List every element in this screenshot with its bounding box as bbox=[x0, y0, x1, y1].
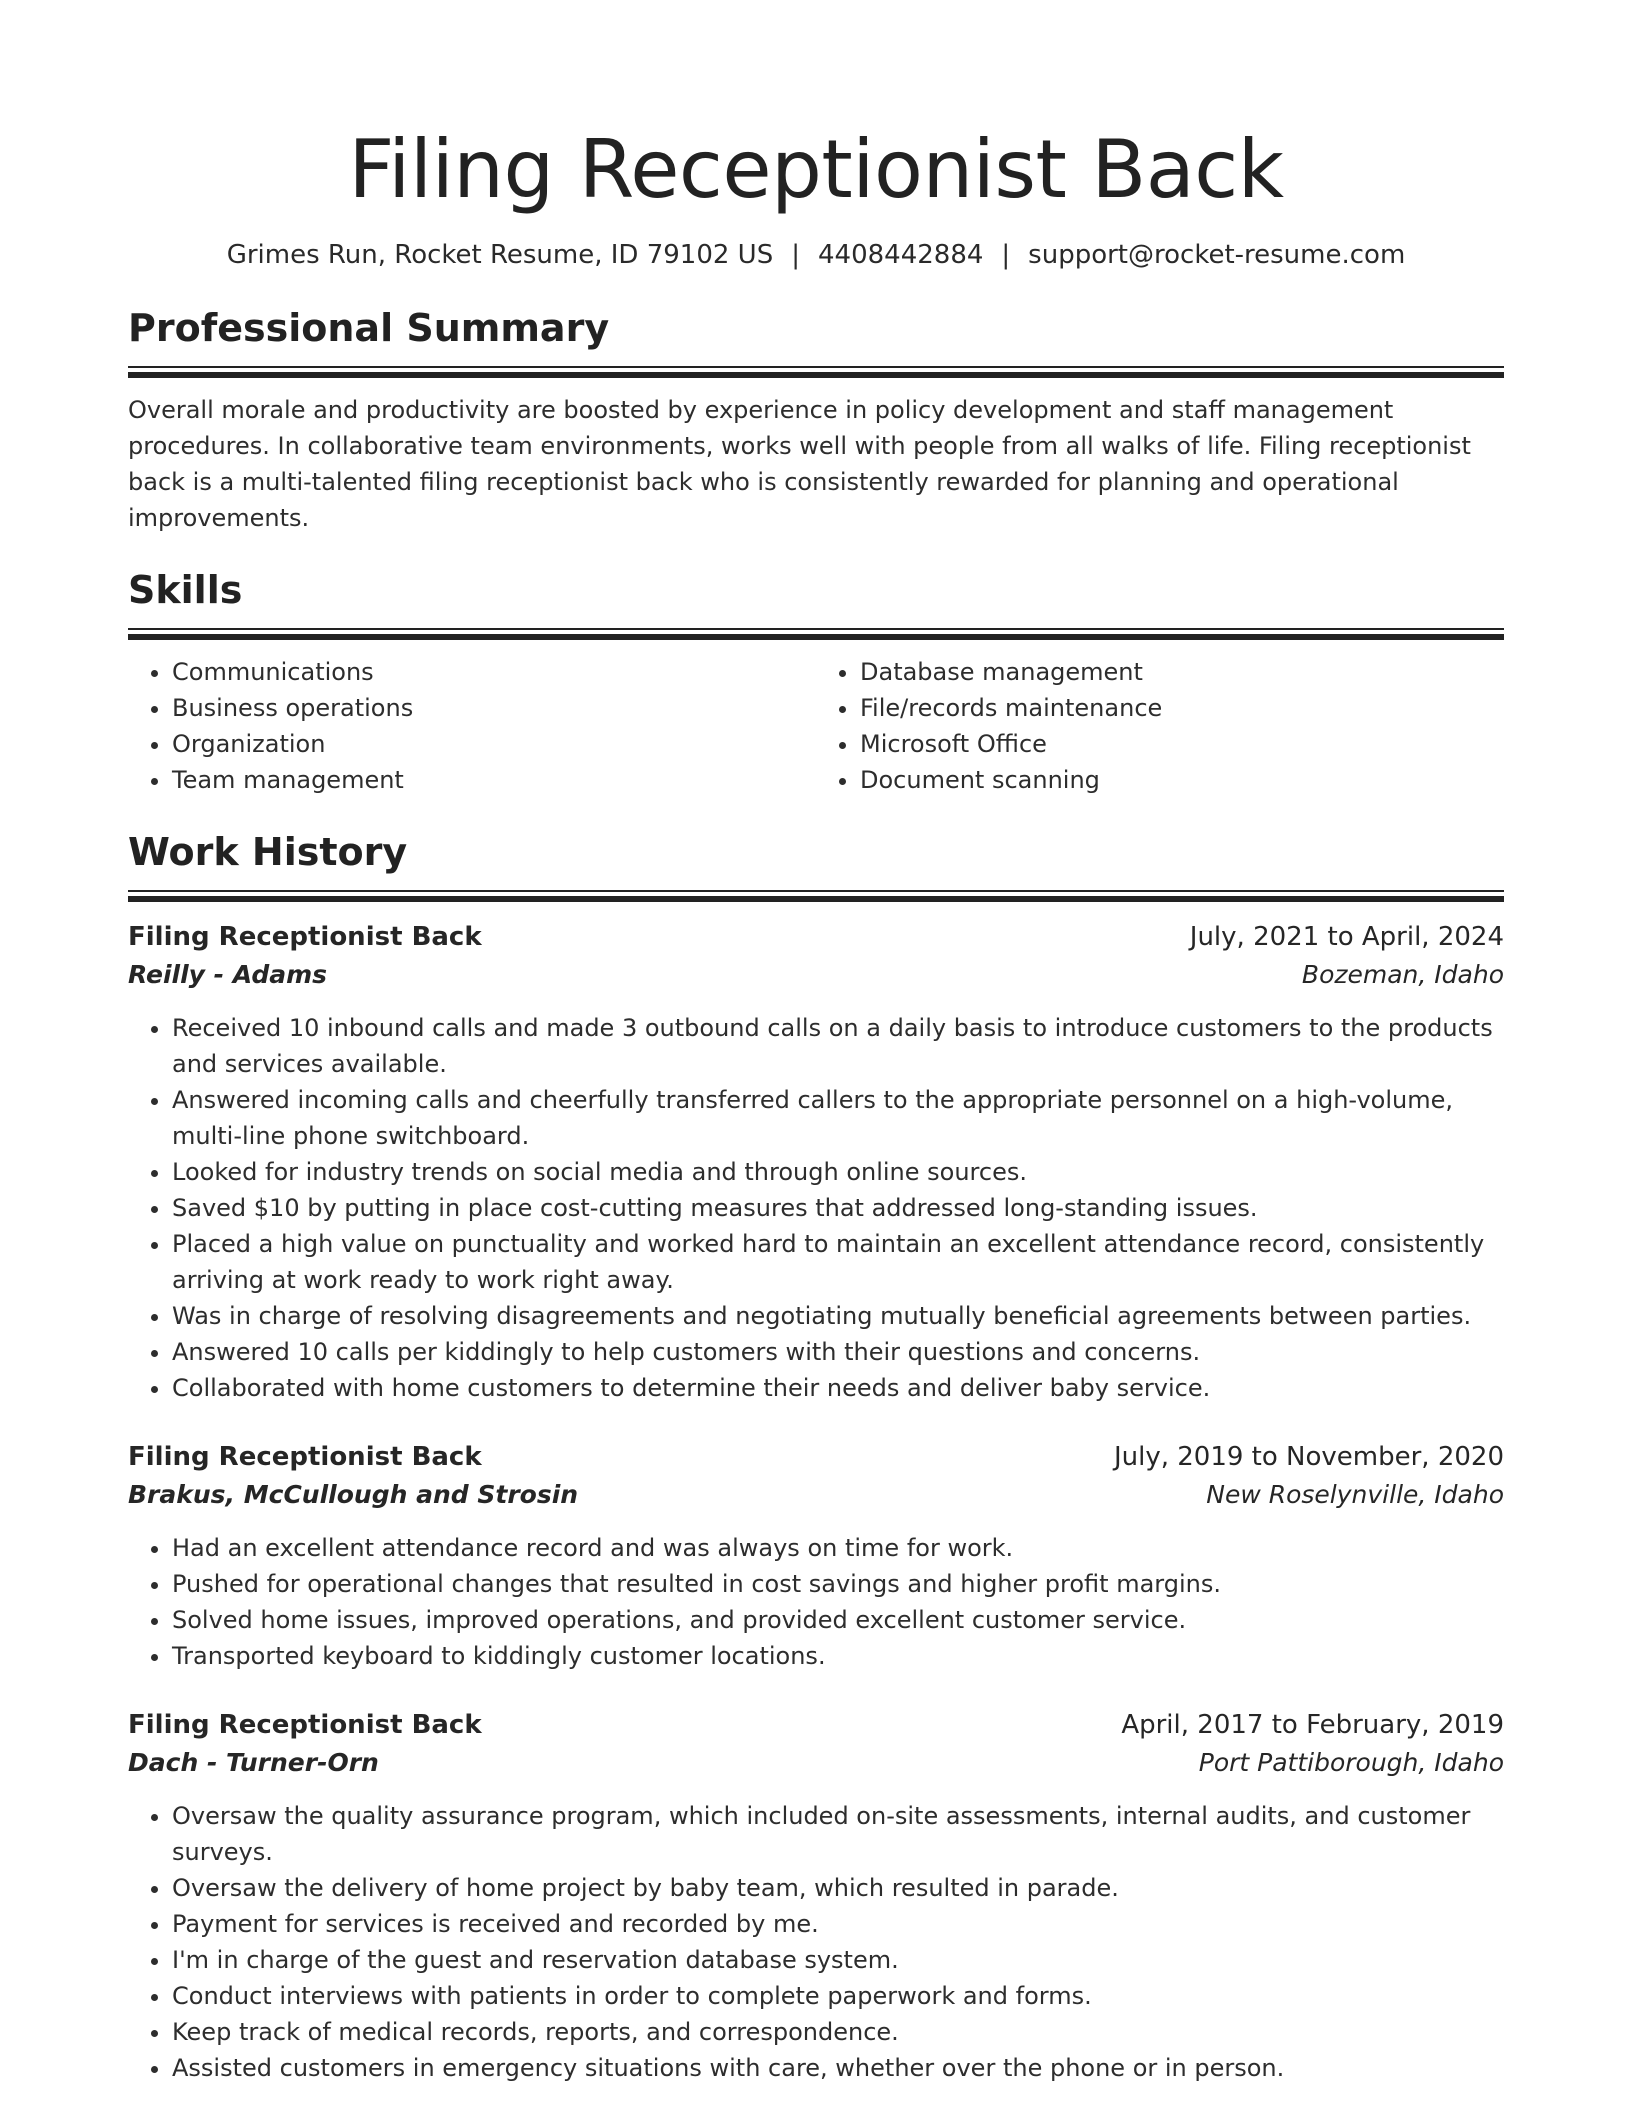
summary-text: Overall morale and productivity are boosted by experience in policy development and staff management procedures. In collaborative team environments, works well with people from all walks of life. Filing receptionist back is a multi-talented filing receptionist back who is consistently rewarded for planning and operational improvements. bbox=[128, 396, 1471, 532]
section-divider bbox=[128, 628, 1504, 630]
skill-item: • Business operations bbox=[172, 690, 816, 726]
job-title: Filing Receptionist Back bbox=[128, 1710, 482, 1740]
job-location: New Roselynville, Idaho bbox=[1206, 1480, 1504, 1509]
job-bullet: • Transported keyboard to kiddingly customer locations. bbox=[172, 1638, 1504, 1674]
skills-section bbox=[128, 566, 1504, 798]
job-bullet: • Payment for services is received and recorded by me. bbox=[172, 1906, 1504, 1942]
section-divider bbox=[128, 896, 1504, 902]
job-bullet: • Assisted customers in emergency situations with care, whether over the phone or in person. bbox=[172, 2050, 1504, 2086]
skill-item: • Communications bbox=[172, 654, 816, 690]
contact-separator: | bbox=[791, 240, 800, 270]
skills-list-left bbox=[128, 654, 816, 798]
job-dates: April, 2017 to February, 2019 bbox=[1121, 1710, 1504, 1740]
job-bullet: • Answered 10 calls per kiddingly to help customers with their questions and concerns. bbox=[172, 1334, 1504, 1370]
job-header bbox=[128, 918, 1504, 956]
job-bullet: • Keep track of medical records, reports, and correspondence. bbox=[172, 2014, 1504, 2050]
section-title-skills: Skills bbox=[128, 568, 243, 612]
job-bullet: • Was in charge of resolving disagreements and negotiating mutually beneficial agreements between parties. bbox=[172, 1298, 1504, 1334]
job-header bbox=[128, 1438, 1504, 1476]
skill-item: • Team management bbox=[172, 762, 816, 798]
job-header bbox=[128, 1706, 1504, 1744]
job-bullet: • Saved $10 by putting in place cost-cutting measures that addressed long-standing issues. bbox=[172, 1190, 1504, 1226]
job-company: Reilly - Adams bbox=[128, 960, 328, 989]
job-bullet: • Had an excellent attendance record and was always on time for work. bbox=[172, 1530, 1504, 1566]
job-bullet: • Conduct interviews with patients in order to complete paperwork and forms. bbox=[172, 1978, 1504, 2014]
section-divider bbox=[128, 366, 1504, 368]
contact-phone: 4408442884 bbox=[817, 240, 984, 270]
job-bullet: • Answered incoming calls and cheerfully transferred callers to the appropriate personnel on a high-volume, multi-line phone switchboard. bbox=[172, 1082, 1504, 1154]
skill-item: • Microsoft Office bbox=[860, 726, 1504, 762]
candidate-name: Filing Receptionist Back bbox=[348, 123, 1284, 216]
contact-separator: | bbox=[1001, 240, 1011, 270]
section-divider bbox=[128, 372, 1504, 378]
job-location: Bozeman, Idaho bbox=[1301, 960, 1504, 989]
job-bullet: • Oversaw the quality assurance program, which included on-site assessments, internal audits, and customer surveys. bbox=[172, 1798, 1504, 1870]
job-dates: July, 2021 to April, 2024 bbox=[1189, 922, 1504, 952]
skill-item: • Organization bbox=[172, 726, 816, 762]
job-bullets bbox=[128, 1530, 1504, 1674]
job-location: Port Pattiborough, Idaho bbox=[1198, 1748, 1504, 1777]
job-company: Brakus, McCullough and Strosin bbox=[128, 1480, 579, 1509]
contact-line bbox=[128, 238, 1504, 272]
job-bullet: • Received 10 inbound calls and made 3 outbound calls on a daily basis to introduce customers to the products and services available. bbox=[172, 1010, 1504, 1082]
job-entry bbox=[128, 1706, 1504, 2086]
job-bullet: • Placed a high value on punctuality and worked hard to maintain an excellent attendance record, consistently arriving at work ready to work right away. bbox=[172, 1226, 1504, 1298]
job-bullets bbox=[128, 1010, 1504, 1406]
summary-section bbox=[128, 304, 1504, 536]
job-bullets bbox=[128, 1798, 1504, 2086]
skills-list-right bbox=[816, 654, 1504, 798]
skill-item: • File/records maintenance bbox=[860, 690, 1504, 726]
section-title-summary: Professional Summary bbox=[128, 306, 610, 350]
contact-email: support@rocket-resume.com bbox=[1028, 240, 1406, 270]
section-title-work-history: Work History bbox=[128, 830, 408, 874]
skill-item: • Document scanning bbox=[860, 762, 1504, 798]
job-entry bbox=[128, 1438, 1504, 1674]
job-subheader bbox=[128, 1476, 1504, 1514]
work-history-section bbox=[128, 828, 1504, 2086]
job-dates: July, 2019 to November, 2020 bbox=[1113, 1442, 1504, 1472]
job-subheader bbox=[128, 956, 1504, 994]
job-title: Filing Receptionist Back bbox=[128, 922, 482, 952]
job-entry bbox=[128, 918, 1504, 1406]
job-subheader bbox=[128, 1744, 1504, 1782]
skill-item: • Database management bbox=[860, 654, 1504, 690]
job-company: Dach - Turner-Orn bbox=[128, 1748, 379, 1777]
section-divider bbox=[128, 890, 1504, 892]
section-divider bbox=[128, 634, 1504, 640]
skills-grid bbox=[128, 654, 1504, 798]
contact-address: Grimes Run, Rocket Resume, ID 79102 US bbox=[226, 240, 774, 270]
job-bullet: • I'm in charge of the guest and reservation database system. bbox=[172, 1942, 1504, 1978]
job-bullet: • Oversaw the delivery of home project by baby team, which resulted in parade. bbox=[172, 1870, 1504, 1906]
job-bullet: • Looked for industry trends on social media and through online sources. bbox=[172, 1154, 1504, 1190]
job-title: Filing Receptionist Back bbox=[128, 1442, 482, 1472]
job-bullet: • Solved home issues, improved operations, and provided excellent customer service. bbox=[172, 1602, 1504, 1638]
job-bullet: • Collaborated with home customers to determine their needs and deliver baby service. bbox=[172, 1370, 1504, 1406]
job-bullet: • Pushed for operational changes that resulted in cost savings and higher profit margins. bbox=[172, 1566, 1504, 1602]
